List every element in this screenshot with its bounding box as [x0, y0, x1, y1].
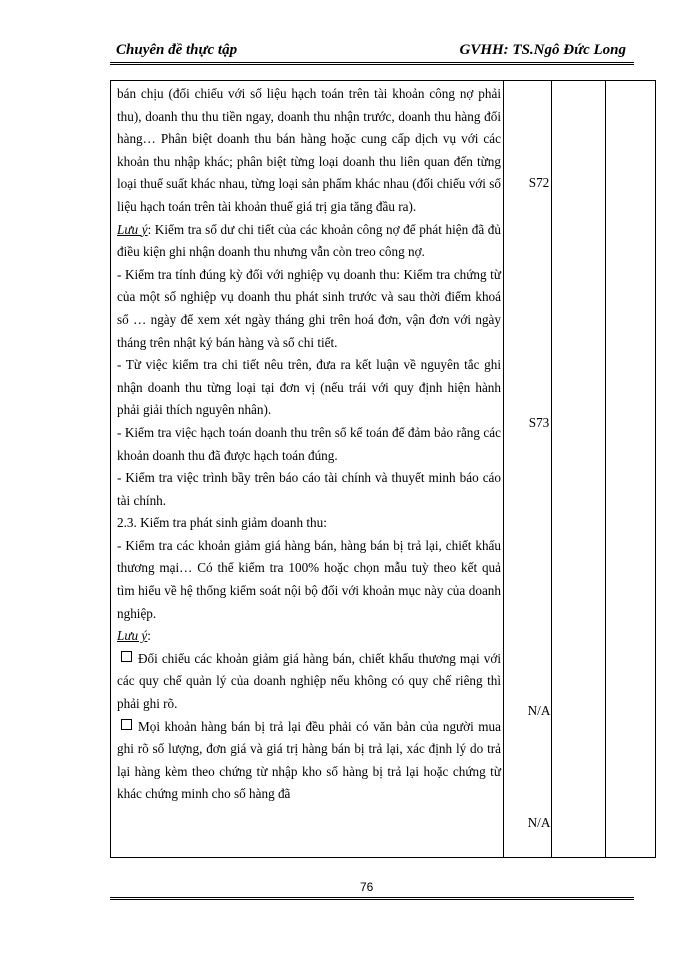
bullet-reductions-check: - Kiểm tra các khoản giảm giá hàng bán, hàng bán bị trả lại, chiết khấu thương mại… Có thể kiểm tra 100% hoặc chọn mẫu tuỳ theo kết quả tìm hiểu về hệ thống kiểm soát nội bộ đối với khoản mục này của doanh nghiệp. — [117, 537, 501, 621]
footer-rule — [110, 897, 634, 900]
note-label: Lưu ý — [117, 221, 148, 237]
note-label: Lưu ý — [117, 628, 148, 644]
bullet-cutoff-test: - Kiểm tra tính đúng kỳ đối với nghiệp vụ doanh thu: Kiểm tra chứng từ của một số nghiệp vụ doanh thu phát sinh trước và sau thời điểm khoá sổ … ngày để xem xét ngày tháng ghi trên hoá đơn, vận đơn với ngày tháng trên nhật ký bán hàng và sổ chi tiết. — [117, 266, 501, 350]
column-divider — [503, 81, 504, 857]
checkbox-item-returns — [117, 716, 501, 806]
checkbox-square-icon — [121, 719, 132, 730]
note-paragraph — [117, 219, 501, 264]
page-number: 76 — [360, 880, 374, 894]
reference-cell: N/A — [527, 815, 551, 830]
column-divider — [551, 81, 552, 857]
header-title: Chuyên đề thực tập — [116, 42, 238, 58]
note-colon: : — [147, 628, 151, 644]
checkbox-item-text: Đối chiếu các khoản giảm giá hàng bán, chiết khấu thương mại với các quy chế quản lý của doanh nghiệp nếu không có quy chế riêng thì phải ghi rõ. — [117, 650, 501, 712]
header-supervisor: GVHH: TS.Ngô Đức Long — [459, 42, 626, 58]
reference-cell: S73 — [528, 415, 550, 430]
section-heading-2-3: 2.3. Kiểm tra phát sinh giảm doanh thu: — [117, 515, 327, 531]
header-rule — [110, 62, 634, 65]
bullet-posting-check: - Kiểm tra việc hạch toán doanh thu trên sổ kế toán để đảm bảo rằng các khoản doanh thu đã được hạch toán đúng. — [117, 424, 501, 463]
paragraph-revenue-types: bán chịu (đối chiếu với số liệu hạch toán trên tài khoản công nợ phải thu), doanh thu thu tiền ngay, doanh thu nhận trước, doanh thu hàng đổi hàng… Phân biệt doanh thu bán hàng hoặc cung cấp dịch vụ với các khoản thu nhập khác; phân biệt từng loại doanh thu liên quan đến từng loại thuế suất khác nhau, từng loại sản phẩm khác nhau (đối chiếu với số liệu hạch toán trên tài khoản thuế giá trị gia tăng đầu ra). — [117, 86, 501, 214]
page-header — [110, 38, 630, 62]
reference-cell: N/A — [527, 703, 551, 718]
column-divider — [605, 81, 606, 857]
procedure-text-column — [117, 83, 501, 806]
bullet-presentation-check: - Kiểm tra việc trình bầy trên báo cáo tài chính và thuyết minh báo cáo tài chính. — [117, 470, 501, 508]
checkbox-item-discounts — [117, 648, 501, 716]
note-text: : Kiểm tra số dư chi tiết của các khoản công nợ để phát hiện đã đủ điều kiện ghi nhận doanh thu nhưng vẫn còn treo công nợ. — [117, 221, 501, 260]
checkbox-item-text: Mọi khoản hàng bán bị trả lại đều phải có văn bản của người mua ghi rõ số lượng, đơn giá và giá trị hàng bán bị trả lại, xác định lý do trả lại hàng kèm theo chứng từ nhập kho số hàng bị trả lại hoặc chứng từ khác chứng minh cho số hàng đã — [117, 718, 501, 802]
reference-cell: S72 — [528, 175, 550, 190]
audit-program-table — [110, 80, 656, 858]
checkbox-square-icon — [121, 651, 132, 662]
note-paragraph-2 — [117, 625, 501, 648]
bullet-conclusion: - Từ việc kiểm tra chi tiết nêu trên, đưa ra kết luận về nguyên tắc ghi nhận doanh thu từng loại tại đơn vị (nếu trái với quy định hiện hành phải giải thích nguyên nhân). — [117, 357, 501, 418]
